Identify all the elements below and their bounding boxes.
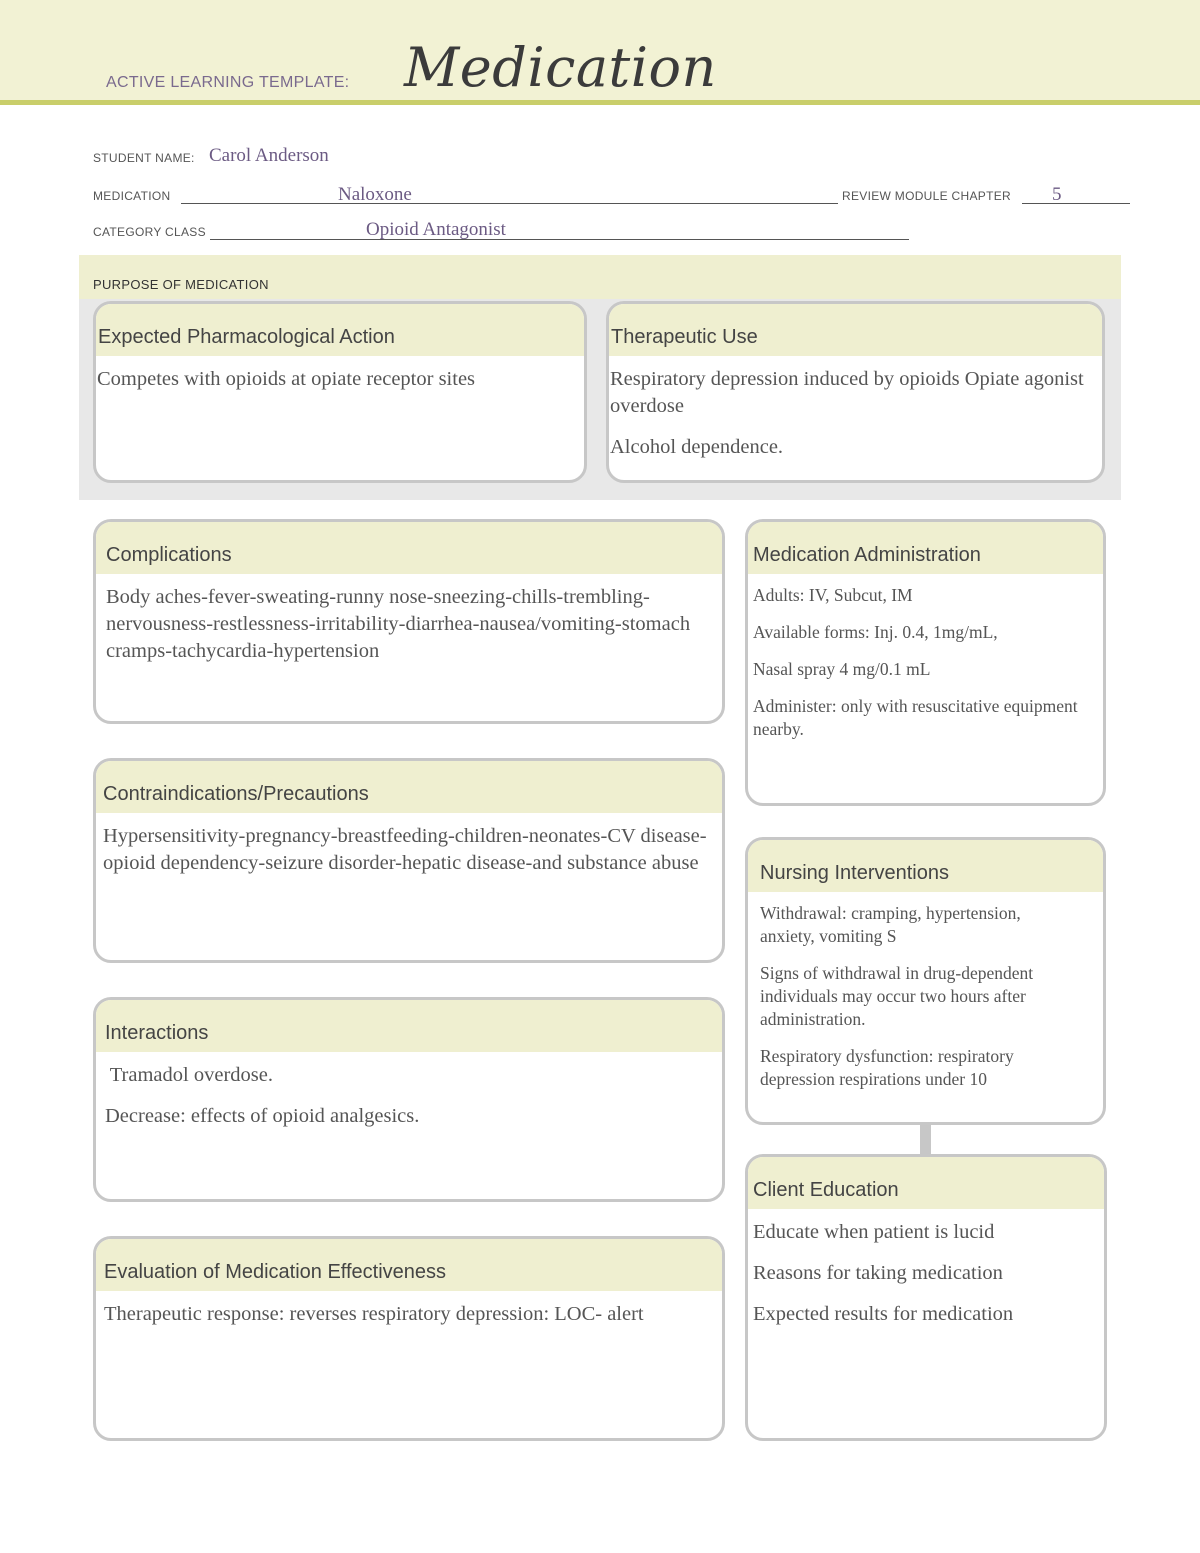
medication-value[interactable]: Naloxone — [338, 184, 412, 205]
evaluation-card — [93, 1236, 725, 1441]
page-title: Medication — [404, 36, 717, 99]
category-class-label: CATEGORY CLASS — [93, 225, 206, 239]
nursing-line: Respiratory dysfunction: respiratory depression respirations under 10 — [760, 1046, 1014, 1089]
client-education-card — [745, 1154, 1107, 1441]
client-education-line: Expected results for medication — [753, 1303, 1014, 1325]
administration-line: Available forms: Inj. 0.4, 1mg/mL, — [753, 622, 998, 642]
expected-action-card — [93, 301, 587, 483]
evaluation-title: Evaluation of Medication Effectiveness — [96, 1239, 722, 1291]
student-name-value[interactable]: Carol Anderson — [209, 145, 329, 166]
client-education-title: Client Education — [748, 1157, 1104, 1209]
medication-label: MEDICATION — [93, 189, 171, 203]
contraindications-line: Hypersensitivity-pregnancy-breastfeeding-children-neonates-CV disease-opioid dependency-seizure disorder-hepatic disease-and substance abuse — [103, 825, 707, 874]
therapeutic-use-title: Therapeutic Use — [609, 304, 1102, 356]
complications-card — [93, 519, 725, 724]
administration-line: Administer: only with resuscitative equipment nearby. — [753, 696, 1078, 739]
therapeutic-use-line: Respiratory depression induced by opioids Opiate agonist overdose — [610, 368, 1084, 417]
connector-bar — [920, 1124, 931, 1154]
expected-action-title: Expected Pharmacological Action — [96, 304, 584, 356]
interactions-card — [93, 997, 725, 1202]
interactions-title: Interactions — [96, 1000, 722, 1052]
purpose-label: PURPOSE OF MEDICATION — [93, 277, 269, 292]
contraindications-title: Contraindications/Precautions — [96, 761, 722, 813]
category-class-value[interactable]: Opioid Antagonist — [366, 219, 506, 240]
nursing-interventions-card — [745, 837, 1106, 1125]
therapeutic-use-line: Alcohol dependence. — [610, 436, 784, 458]
evaluation-line: Therapeutic response: reverses respiratory depression: LOC- alert — [104, 1303, 644, 1325]
review-chapter-value[interactable]: 5 — [1052, 184, 1062, 205]
student-name-label: STUDENT NAME: — [93, 151, 195, 165]
complications-title: Complications — [96, 522, 722, 574]
nursing-interventions-title: Nursing Interventions — [748, 840, 1103, 892]
medication-administration-title: Medication Administration — [748, 522, 1103, 574]
complications-line: Body aches-fever-sweating-runny nose-sneezing-chills-trembling-nervousness-restlessness-irritability-diarrhea-nausea/vomiting-stomach cramps-tachycardia-hypertension — [106, 586, 691, 662]
template-label: ACTIVE LEARNING TEMPLATE: — [106, 74, 350, 91]
nursing-line: Withdrawal: cramping, hypertension, anxiety, vomiting S — [760, 903, 1021, 946]
header-rule — [0, 100, 1200, 105]
contraindications-card — [93, 758, 725, 963]
client-education-line: Reasons for taking medication — [753, 1262, 1003, 1284]
administration-line: Nasal spray 4 mg/0.1 mL — [753, 659, 931, 679]
expected-action-line: Competes with opioids at opiate receptor sites — [97, 368, 476, 390]
review-chapter-label: REVIEW MODULE CHAPTER — [842, 189, 1011, 203]
interactions-line: Tramadol overdose. — [105, 1064, 273, 1086]
review-chapter-underline — [1022, 203, 1130, 204]
medication-administration-card — [745, 519, 1106, 806]
therapeutic-use-card — [606, 301, 1105, 483]
administration-line: Adults: IV, Subcut, IM — [753, 585, 913, 605]
category-class-underline — [210, 239, 909, 240]
client-education-line: Educate when patient is lucid — [753, 1221, 995, 1243]
medication-underline — [181, 203, 838, 204]
nursing-line: Signs of withdrawal in drug-dependent individuals may occur two hours after administration. — [760, 963, 1034, 1029]
interactions-line: Decrease: effects of opioid analgesics. — [105, 1105, 420, 1127]
